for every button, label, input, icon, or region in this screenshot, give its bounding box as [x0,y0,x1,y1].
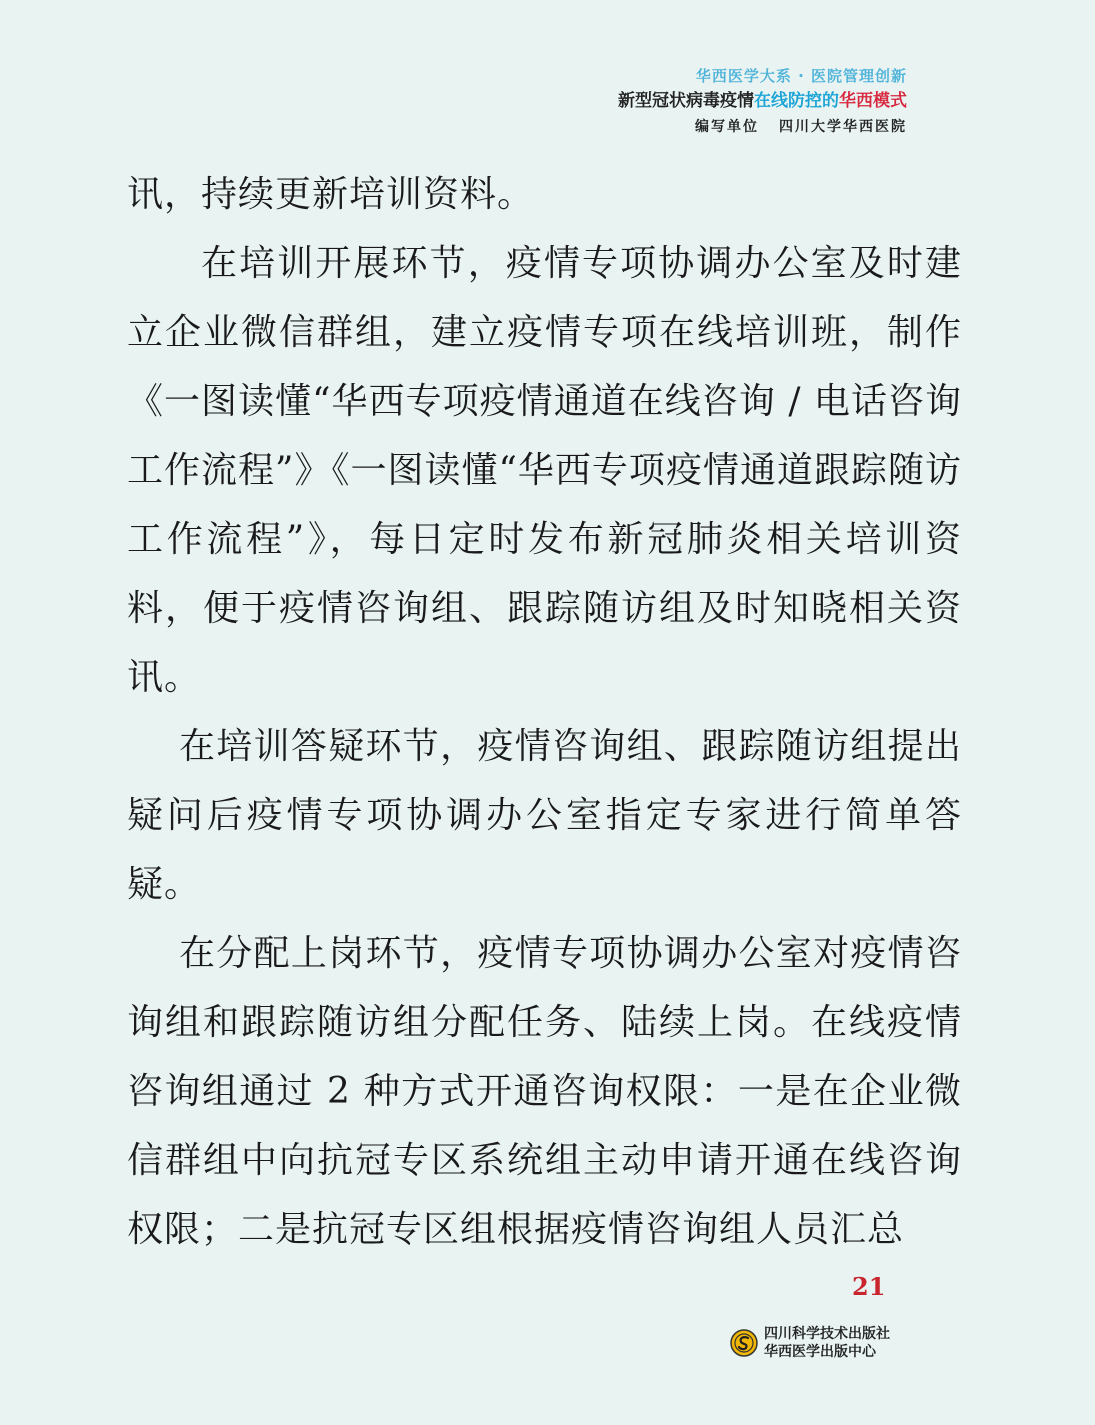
series-title: 华西医学大系 · 医院管理创新 [695,67,907,85]
author-label: 编写单位 [695,119,759,135]
book-title-part1: 新型冠状病毒疫情 [618,91,754,111]
book-title [618,90,907,112]
author-line [618,118,907,136]
publisher-logo-icon [730,1329,758,1357]
body-text [127,160,962,1264]
publisher-names [764,1325,890,1361]
paragraph: 在培训开展环节，疫情专项协调办公室及时建立企业微信群组，建立疫情专项在线培训班，制作《一图读懂“华西专项疫情通道在线咨询 / 电话咨询工作流程”》《一图读懂“华西专项疫情通道跟踪随访工作流程”》，每日定时发布新冠肺炎相关培训资料，便于疫情咨询组、跟踪随访组及时知晓相关资讯。 [127,243,962,698]
paragraph: 讯，持续更新培训资料。 [127,174,535,215]
page-header [618,66,907,136]
publisher-name-1: 四川科学技术出版社 [764,1326,890,1342]
page-number: 21 [852,1272,886,1301]
book-title-part3: 华西模式 [839,91,907,111]
publisher-block [730,1325,890,1361]
publisher-name-2: 华西医学出版中心 [764,1344,876,1360]
book-title-part2: 在线防控的 [754,91,839,111]
paragraph: 在培训答疑环节，疫情咨询组、跟踪随访组提出疑问后疫情专项协调办公室指定专家进行简单答疑。 [127,726,962,905]
author-name: 四川大学华西医院 [779,119,907,135]
paragraph: 在分配上岗环节，疫情专项协调办公室对疫情咨询组和跟踪随访组分配任务、陆续上岗。在线疫情咨询组通过 2 种方式开通咨询权限：一是在企业微信群组中向抗冠专区系统组主动申请开通在线咨询权限；二是抗冠专区组根据疫情咨询组人员汇总 [127,933,962,1250]
